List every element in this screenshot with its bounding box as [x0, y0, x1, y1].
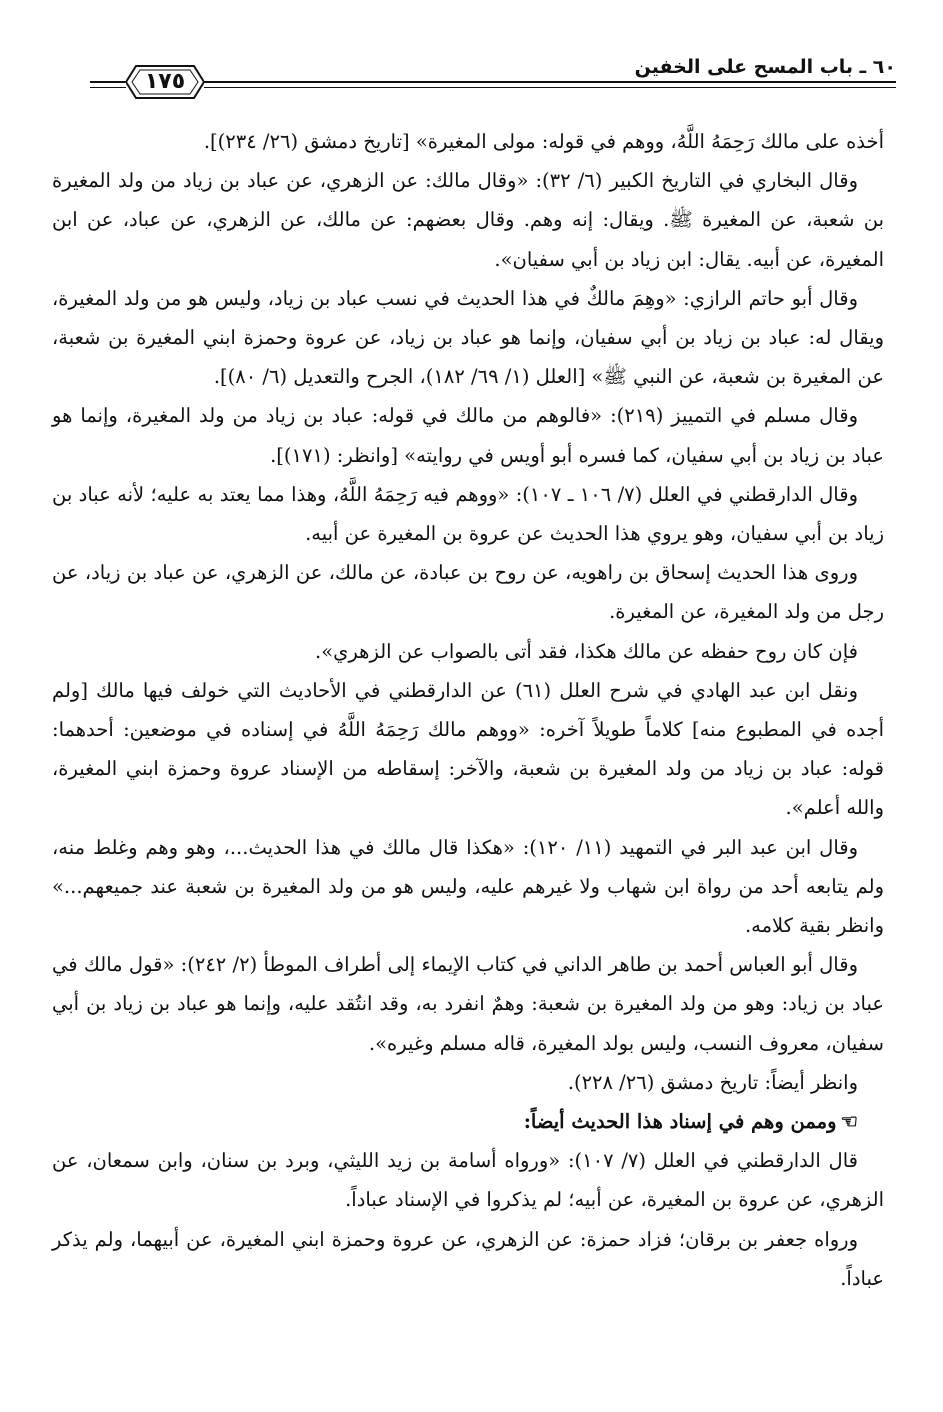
- header-rule-thin: [90, 87, 896, 88]
- body-paragraph: [52, 1063, 884, 1102]
- paragraph-text: وروى هذا الحديث إسحاق بن راهويه، عن روح بن عبادة، عن مالك، عن الزهري، عن عباد بن زياد، عن رجل من ولد المغيرة، عن المغيرة.: [52, 561, 884, 624]
- header-rule-thick: [90, 81, 896, 83]
- paragraph-text: وممن وهم في إسناد هذا الحديث أيضاً:: [523, 1110, 837, 1134]
- body-paragraph: [52, 1141, 884, 1219]
- paragraph-text: ونقل ابن عبد الهادي في شرح العلل (٦١) عن الدارقطني في الأحاديث التي خولف فيها مالك [ولم أجده في المطبوع منه] كلاماً طويلاً آخره: «ووهم مالك رَحِمَهُ اللَّهُ في إسناده في موضعين: أحدهما: قوله: عباد بن زياد من ولد المغيرة بن شعبة، والآخر: إسقاطه من الإسناد عروة وحمزة ابني المغيرة، والله أعلم».: [52, 678, 884, 820]
- body-paragraph: [52, 553, 884, 631]
- paragraph-text: وانظر أيضاً: تاريخ دمشق (٢٦/ ٢٢٨).: [567, 1070, 858, 1094]
- body-paragraph: [52, 122, 884, 161]
- body-paragraph: [52, 1102, 884, 1141]
- paragraph-text: فإن كان روح حفظه عن مالك هكذا، فقد أتى بالصواب عن الزهري».: [315, 639, 858, 663]
- paragraph-text: وقال أبو العباس أحمد بن طاهر الداني في كتاب الإيماء إلى أطراف الموطأ (٢/ ٢٤٢): «قول مالك في عباد بن زياد: وهو من ولد المغيرة بن شعبة: وهمٌ انفرد به، وقد انتُقد عليه، وإنما هو عباد بن زياد بن أبي سفيان، معروف النسب، وليس بولد المغيرة، قاله مسلم وغيره».: [52, 953, 884, 1055]
- body-paragraph: [52, 632, 884, 671]
- body-paragraph: [52, 1220, 884, 1298]
- pointing-hand-icon: ☜: [840, 1110, 858, 1134]
- paragraph-text: ورواه جعفر بن برقان؛ فزاد حمزة: عن الزهري، عن عروة وحمزة ابني المغيرة، عن أبيهما، ولم يذكر عباداً.: [52, 1227, 884, 1290]
- paragraph-text: وقال مسلم في التمييز (٢١٩): «فالوهم من مالك في قوله: عباد بن زياد من ولد المغيرة، وإنما هو عباد بن زياد بن أبي سفيان، كما فسره أبو أويس في روايته» [وانظر: (١٧١)].: [52, 404, 884, 467]
- page-body: [52, 122, 884, 1298]
- page-number-frame: [126, 64, 204, 100]
- page-header: [90, 52, 896, 102]
- chapter-title: ٦٠ ـ باب المسح على الخفين: [634, 56, 896, 78]
- body-paragraph: [52, 161, 884, 279]
- body-paragraph: [52, 475, 884, 553]
- body-paragraph: [52, 671, 884, 828]
- paragraph-text: وقال البخاري في التاريخ الكبير (٦/ ٣٢): «وقال مالك: عن الزهري، عن عباد بن زياد من ولد المغيرة بن شعبة، عن المغيرة ﷺ. ويقال: إنه وهم. وقال بعضهم: عن مالك، عن الزهري، عن عباد، عن ابن المغيرة، عن أبيه. يقال: ابن زياد بن أبي سفيان».: [52, 169, 884, 271]
- paragraph-text: وقال ابن عبد البر في التمهيد (١١/ ١٢٠): «هكذا قال مالك في هذا الحديث...، وهو وهم وغلط منه، ولم يتابعه أحد من رواة ابن شهاب ولا غيرهم عليه، وليس هو من ولد المغيرة بن شعبة عند جميعهم...» وانظر بقية كلامه.: [52, 835, 884, 938]
- page-number: ١٧٥: [144, 69, 186, 94]
- paragraph-text: قال الدارقطني في العلل (٧/ ١٠٧): «ورواه أسامة بن زيد الليثي، وبرد بن سنان، وابن سمعان، عن الزهري، عن عروة بن المغيرة، عن أبيه؛ لم يذكروا في الإسناد عباداً.: [52, 1149, 884, 1212]
- paragraph-text: وقال الدارقطني في العلل (٧/ ١٠٦ ـ ١٠٧): «ووهم فيه رَحِمَهُ اللَّهُ، وهذا مما يعتد به عليه؛ لأنه عباد بن زياد بن أبي سفيان، وهو يروي هذا الحديث عن عروة بن المغيرة عن أبيه.: [52, 482, 884, 546]
- body-paragraph: [52, 828, 884, 946]
- paragraph-text: وقال أبو حاتم الرازي: «وهِمَ مالكٌ في هذا الحديث في نسب عباد بن زياد، وليس هو من ولد المغيرة، ويقال له: عباد بن زياد بن أبي سفيان، وإنما هو عباد بن زياد، عن عروة وحمزة ابني المغيرة بن شعبة، عن المغيرة بن شعبة، عن النبي ﷺ» [العلل (١/ ٦٩/ ١٨٢)، الجرح والتعديل (٦/ ٨٠)].: [52, 286, 884, 389]
- body-paragraph: [52, 279, 884, 397]
- paragraph-text: أخذه على مالك رَحِمَهُ اللَّهُ، ووهم في قوله: مولى المغيرة» [تاريخ دمشق (٢٦/ ٢٣٤)].: [203, 130, 884, 153]
- body-paragraph: [52, 396, 884, 474]
- body-paragraph: [52, 945, 884, 1063]
